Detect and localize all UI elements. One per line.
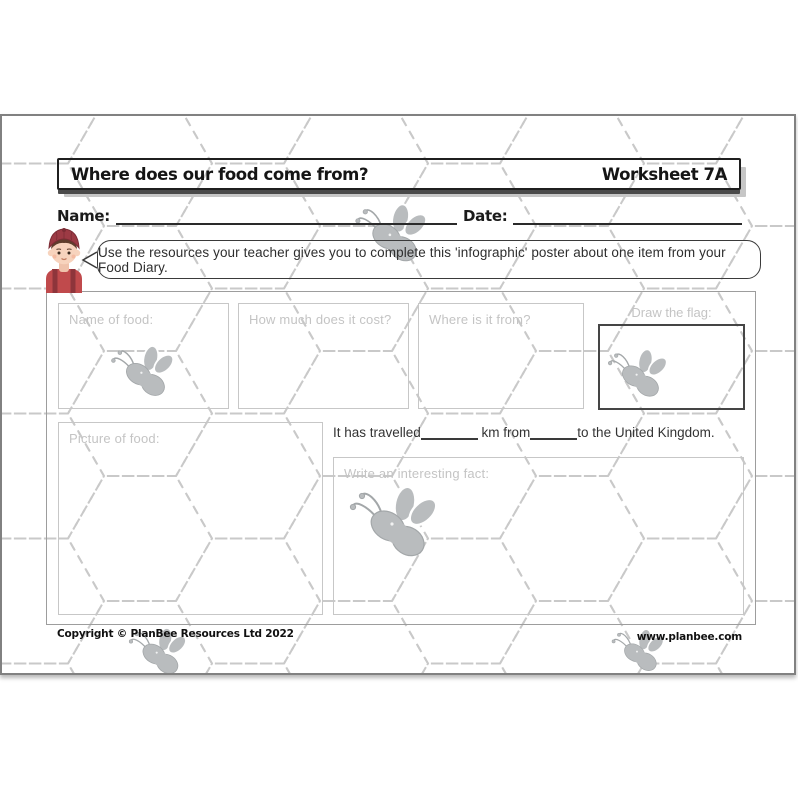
- worksheet-sheet: [0, 114, 796, 675]
- name-label: Name:: [57, 207, 110, 225]
- instruction-text: Use the resources your teacher gives you to complete this 'infographic' poster about one item from your Food Diary.: [98, 244, 726, 275]
- sentence-part3: to the United Kingdom.: [577, 425, 715, 440]
- name-line[interactable]: [116, 209, 457, 225]
- name-of-food-label: Name of food:: [69, 312, 154, 327]
- name-field: [57, 207, 457, 225]
- copyright-text: Copyright © PlanBee Resources Ltd 2022: [57, 628, 294, 640]
- draw-flag-label: Draw the flag:: [631, 305, 712, 320]
- picture-of-food-box[interactable]: [58, 422, 323, 615]
- cost-label: How much does it cost?: [249, 312, 392, 327]
- sentence-part2: km from: [477, 425, 531, 440]
- cost-box[interactable]: [238, 303, 409, 409]
- distance-blank[interactable]: [421, 426, 478, 440]
- page-title: Where does our food come from?: [71, 164, 369, 184]
- travelled-sentence: [333, 425, 715, 440]
- instruction-bubble: [97, 240, 761, 279]
- date-field: [463, 207, 742, 225]
- bubble-tail-icon: [81, 250, 98, 270]
- interesting-fact-label: Write an interesting fact:: [344, 466, 490, 481]
- website-text: www.planbee.com: [636, 631, 742, 643]
- date-label: Date:: [463, 207, 508, 225]
- origin-label: Where is it from?: [429, 312, 531, 327]
- sentence-part1: It has travelled: [333, 425, 421, 440]
- picture-of-food-label: Picture of food:: [69, 431, 160, 446]
- worksheet-title-bar: [57, 158, 741, 190]
- date-line[interactable]: [513, 209, 742, 225]
- origin-box[interactable]: [418, 303, 584, 409]
- name-of-food-box[interactable]: [58, 303, 229, 409]
- origin-blank[interactable]: [530, 426, 577, 440]
- flag-drawing-box[interactable]: [598, 324, 745, 410]
- worksheet-number: Worksheet 7A: [601, 164, 727, 184]
- interesting-fact-box[interactable]: [333, 457, 744, 615]
